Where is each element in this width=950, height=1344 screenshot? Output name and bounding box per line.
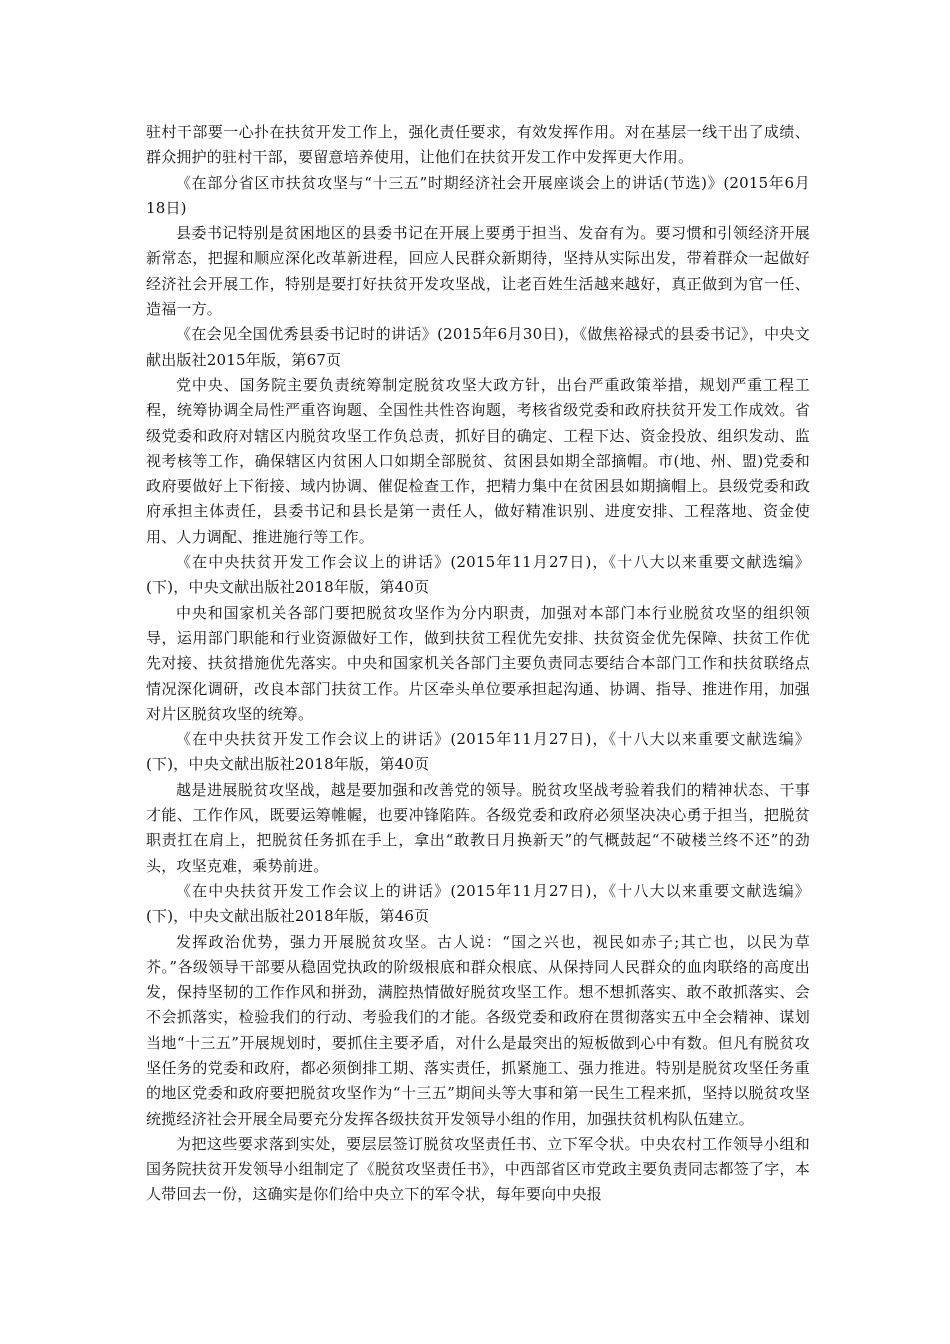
document-page <box>146 120 810 1208</box>
source-citation: 《在中央扶贫开发工作会议上的讲话》(2015年11月27日)，《十八大以来重要文献选编》(下)，中央文献出版社2018年版，第40页 <box>146 730 810 774</box>
source-citation: 《在部分省区市扶贫攻坚与“十三五”时期经济社会开展座谈会上的讲话(节选)》(2015年6月18日) <box>146 173 810 217</box>
body-paragraph: 中央和国家机关各部门要把脱贫攻坚作为分内职责，加强对本部门本行业脱贫攻坚的组织领导，运用部门职能和行业资源做好工作，做到扶贫工程优先安排、扶贫资金优先保障、扶贫工作优先对接、扶贫措施优先落实。中央和国家机关各部门主要负责同志要结合本部门工作和扶贫联络点情况深化调研，改良本部门扶贫工作。片区牵头单位要承担起沟通、协调、指导、推进作用，加强对片区脱贫攻坚的统筹。 <box>146 603 810 723</box>
body-paragraph: 县委书记特别是贫困地区的县委书记在开展上要勇于担当、发奋有为。要习惯和引领经济开展新常态，把握和顺应深化改革新进程，回应人民群众新期待，坚持从实际出发，带着群众一起做好经济社会开展工作，特别是要打好扶贫开发攻坚战，让老百姓生活越来越好，真正做到为官一任、造福一方。 <box>146 224 810 319</box>
body-paragraph: 驻村干部要一心扑在扶贫开发工作上，强化责任要求，有效发挥作用。对在基层一线干出了成绩、群众拥护的驻村干部，要留意培养使用，让他们在扶贫开发工作中发挥更大作用。 <box>146 123 810 167</box>
body-paragraph: 越是进展脱贫攻坚战，越是要加强和改善党的领导。脱贫攻坚战考验着我们的精神状态、干事才能、工作作风，既要运筹帷幄，也要冲锋陷阵。各级党委和政府必须坚决决心勇于担当，把脱贫职责扛在肩上，把脱贫任务抓在手上，拿出“敢教日月换新天”的气概鼓起“不破楼兰终不还”的劲头，攻坚克难，乘势前进。 <box>146 780 810 875</box>
body-paragraph: 党中央、国务院主要负责统筹制定脱贫攻坚大政方针，出台严重政策举措，规划严重工程工程，统筹协调全局性严重咨询题、全国性共性咨询题，考核省级党委和政府扶贫开发工作成效。省级党委和政府对辖区内脱贫攻坚工作负总责，抓好目的确定、工程下达、资金投放、组织发动、监视考核等工作，确保辖区内贫困人口如期全部脱贫、贫困县如期全部摘帽。市(地、州、盟)党委和政府要做好上下衔接、域内协调、催促检查工作，把精力集中在贫困县如期摘帽上。县级党委和政府承担主体责任，县委书记和县长是第一责任人，做好精准识别、进度安排、工程落地、资金使用、人力调配、推进施行等工作。 <box>146 375 810 546</box>
body-paragraph: 发挥政治优势，强力开展脱贫攻坚。古人说：“国之兴也，视民如赤子;其亡也，以民为草芥。”各级领导干部要从稳固党执政的阶级根底和群众根底、从保持同人民群众的血肉联络的高度出发，保持坚韧的工作作风和拼劲，满腔热情做好脱贫攻坚工作。想不想抓落实、敢不敢抓落实、会不会抓落实，检验我们的行动、考验我们的才能。各级党委和政府在贯彻落实五中全会精神、谋划当地“十三五”开展规划时，要抓住主要矛盾，对什么是最突出的短板做到心中有数。但凡有脱贫攻坚任务的党委和政府，都必须倒排工期、落实责任，抓紧施工、强力推进。特别是脱贫攻坚任务重的地区党委和政府要把脱贫攻坚作为“十三五”期间头等大事和第一民生工程来抓，坚持以脱贫攻坚统揽经济社会开展全局要充分发挥各级扶贫开发领导小组的作用，加强扶贫机构队伍建立。 <box>146 932 810 1128</box>
body-paragraph: 为把这些要求落到实处，要层层签订脱贫攻坚责任书、立下军令状。中央农村工作领导小组和国务院扶贫开发领导小组制定了《脱贫攻坚责任书》，中西部省区市党政主要负责同志都签了字，本人带回去一份，这确实是你们给中央立下的军令状，每年要向中央报 <box>146 1134 810 1204</box>
source-citation: 《在中央扶贫开发工作会议上的讲话》(2015年11月27日)，《十八大以来重要文献选编》(下)，中央文献出版社2018年版，第46页 <box>146 881 810 926</box>
source-citation: 《在会见全国优秀县委书记时的讲话》(2015年6月30日)，《做焦裕禄式的县委书记》，中央文献出版社2015年版，第67页 <box>146 325 810 369</box>
source-citation: 《在中央扶贫开发工作会议上的讲话》(2015年11月27日)，《十八大以来重要文献选编》(下)，中央文献出版社2018年版，第40页 <box>146 553 810 597</box>
